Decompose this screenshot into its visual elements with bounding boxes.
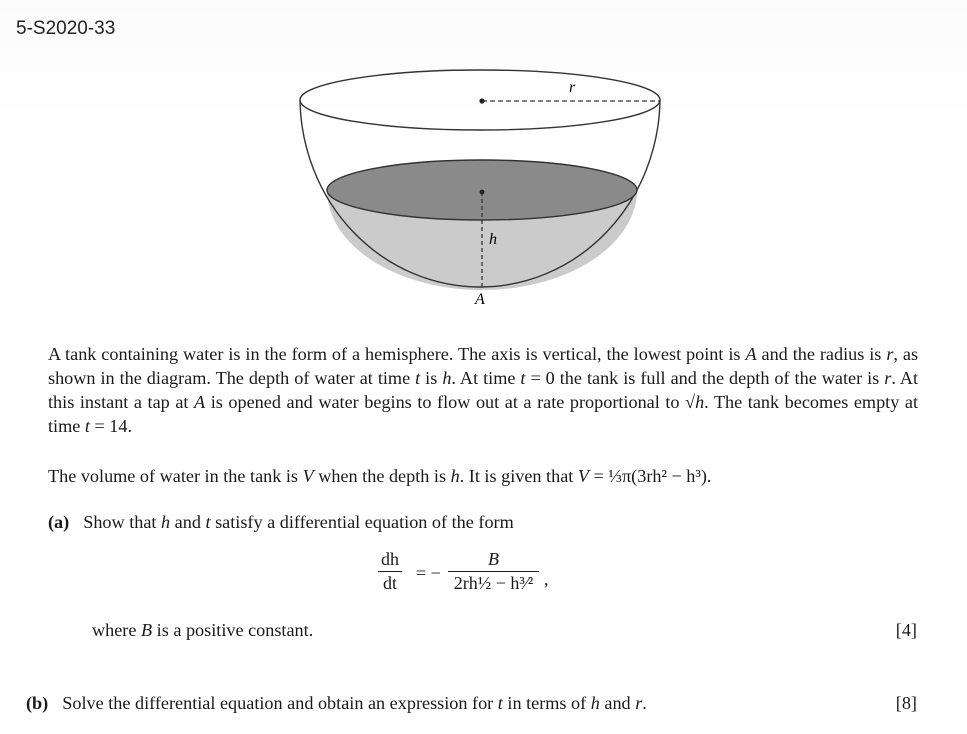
- part-a-label: (a): [48, 512, 70, 532]
- intro-paragraph: A tank containing water is in the form of a hemisphere. The axis is vertical, the lowest point is A and the radius is r, as shown in the diagram. The depth of water at time t is h. At time t = 0 the tank is full and the depth of the water is r. At this instant a tap at A is opened and water begins to flow out at a rate proportional to √h. The tank becomes empty at time t = 14.: [48, 344, 919, 436]
- question-reference: 5-S2020-33: [16, 18, 116, 39]
- part-b-prompt: (b) Solve the differential equation and obtain an expression for t in terms of h and r.: [26, 693, 647, 713]
- rhs-fraction: $\frac{B}{\text{2rh½ − h³⁄²}}$: [448, 549, 539, 594]
- label-h: h: [489, 231, 497, 248]
- part-a-prompt: (a) Show that h and t satisfy a differential equation of the form: [48, 512, 514, 532]
- constant-note: where B is a positive constant.: [92, 620, 314, 640]
- centre-point: [479, 98, 484, 103]
- label-A: A: [475, 291, 485, 308]
- label-r: r: [569, 79, 576, 96]
- surface-point: [480, 190, 485, 195]
- part-b-label: (b): [26, 693, 49, 713]
- differential-equation: $\frac{dh}{dt}$ = − $\frac{B}{\text{2rh½ − h³⁄²}}$ ,: [378, 549, 578, 609]
- part-a-marks: [4]: [895, 620, 917, 640]
- part-b-marks: [8]: [895, 693, 917, 713]
- volume-paragraph: The volume of water in the tank is V when the depth is h. It is given that V = ⅓π(3rh² − h³).: [48, 466, 712, 486]
- dh-dt-fraction: $\frac{dh}{dt}$: [378, 549, 402, 594]
- hemisphere-tank-diagram: [290, 62, 670, 312]
